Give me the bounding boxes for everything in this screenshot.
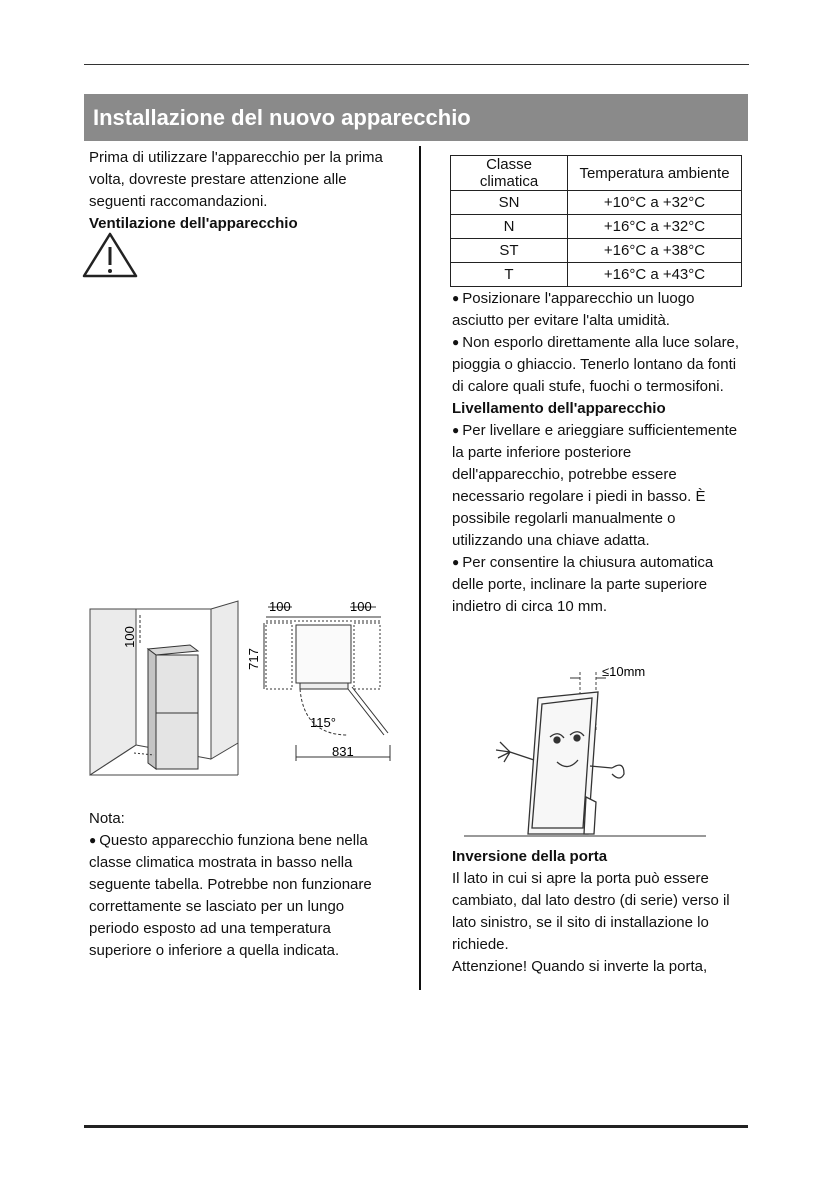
table-header-cell: Temperatura ambiente <box>568 156 742 191</box>
bullet-dry-location: ● Posizionare l'apparecchio un luogo asciutto per evitare l'alta umidità. <box>452 288 744 332</box>
table-row <box>451 239 742 263</box>
leveling-heading: Livellamento dell'apparecchio <box>452 400 666 417</box>
dim-top-right: 100 <box>350 599 372 614</box>
table-cell: T <box>451 263 568 287</box>
fridge-character-drawing <box>496 692 624 834</box>
table-cell: +16°C a +43°C <box>568 263 742 287</box>
climate-class-table <box>450 155 742 287</box>
table-cell: +16°C a +32°C <box>568 215 742 239</box>
dim-height: 717 <box>246 648 261 670</box>
note-text: ● Questo apparecchio funziona bene nella classe climatica mostrata in basso nella seguente tabella. Potrebbe non funzionare correttamente se lasciato per un lungo periodo esposto ad una temperatura superiore o inferiore a quella indicata. <box>89 830 389 962</box>
fridge-drawing <box>148 645 198 769</box>
intro-paragraph: Prima di utilizzare l'apparecchio per la prima volta, dovreste prestare attenzione alle seguenti raccomandazioni. <box>89 149 383 210</box>
column-divider <box>419 146 421 990</box>
dim-side-clearance: 100 <box>122 626 137 648</box>
left-intro-block <box>89 147 389 235</box>
door-reversal-block <box>452 846 744 978</box>
dim-door-angle: 115° <box>310 715 336 730</box>
ventilation-dimensions-figure <box>86 595 406 785</box>
right-text-block <box>452 288 744 618</box>
bullet-avoid-exposure: ● Non esporlo direttamente alla luce solare, pioggia o ghiaccio. Tenerlo lontano da fonti di calore quali stufe, fuochi o termosifoni. <box>452 332 744 398</box>
tilt-measure-label: ≤10mm <box>602 664 646 679</box>
plan-view-drawing <box>264 607 390 761</box>
bullet-adjust-feet: ● Per livellare e arieggiare sufficientemente la parte inferiore posteriore dell'apparecchio, potrebbe essere necessario regolare i piedi in basso. È possibile regolarli manualmente o utilizzando una chiave adatta. <box>452 420 744 552</box>
table-row <box>451 263 742 287</box>
warning-text: Attenzione! Quando si inverte la porta, <box>452 958 708 975</box>
table-header-cell: Classe climatica <box>451 156 568 191</box>
note-block <box>89 808 389 962</box>
table-cell: SN <box>451 191 568 215</box>
table-cell: N <box>451 215 568 239</box>
bottom-rule <box>84 1125 748 1128</box>
table-header-row <box>451 156 742 191</box>
warning-icon <box>81 231 139 279</box>
table-cell: ST <box>451 239 568 263</box>
dim-total-depth: 831 <box>332 744 354 759</box>
top-rule <box>84 64 749 65</box>
table-row <box>451 191 742 215</box>
section-title: Installazione del nuovo apparecchio <box>84 94 748 141</box>
reversal-heading: Inversione della porta <box>452 848 608 865</box>
dim-top-left: 100 <box>269 599 291 614</box>
table-cell: +10°C a +32°C <box>568 191 742 215</box>
table-row <box>451 215 742 239</box>
door-tilt-figure <box>462 662 712 842</box>
ventilation-heading: Ventilazione dell'apparecchio <box>89 215 298 232</box>
reversal-text: Il lato in cui si apre la porta può essere cambiato, dal lato destro (di serie) verso il lato sinistro, se il sito di installazione lo richiede. <box>452 870 730 953</box>
table-cell: +16°C a +38°C <box>568 239 742 263</box>
bullet-tilt-back: ● Per consentire la chiusura automatica delle porte, inclinare la parte superiore indietro di circa 10 mm. <box>452 552 744 618</box>
note-label: Nota: <box>89 810 125 827</box>
